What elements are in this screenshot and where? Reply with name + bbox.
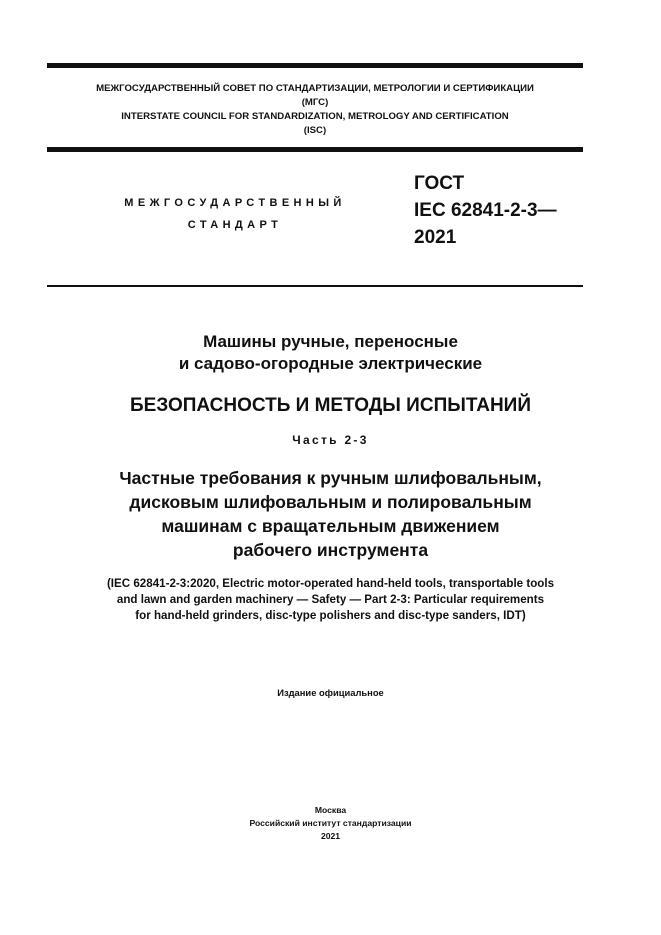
iec-reference-line3: for hand-held grinders, disc-type polishers and disc-type sanders, IDT): [135, 609, 526, 622]
council-abbr-en: (ISC): [303, 125, 327, 136]
designation-year: 2021: [414, 227, 457, 248]
imprint-publisher: Российский институт стандартизации: [249, 818, 412, 828]
standard-kind-line2: СТАНДАРТ: [187, 219, 283, 231]
council-abbr-ru: (МГС): [301, 97, 329, 108]
iec-reference: [0, 576, 661, 624]
document-title: [0, 331, 661, 375]
title-safety: БЕЗОПАСНОСТЬ И МЕТОДЫ ИСПЫТАНИЙ: [130, 395, 531, 416]
council-bottom-rule: [47, 147, 583, 152]
title-line1: Машины ручные, переносные: [203, 332, 458, 351]
standard-designation: [414, 170, 557, 251]
document-subtitle: [0, 466, 661, 562]
imprint-city: Москва: [314, 805, 347, 815]
iec-reference-line2: and lawn and garden machinery — Safety — Part 2-3: Particular requirements: [116, 593, 545, 606]
iec-reference-line1: (IEC 62841-2-3:2020, Electric motor-operated hand-held tools, transportable tools: [106, 577, 555, 590]
standard-kind: [90, 192, 380, 236]
subtitle-line3: машинам с вращательным движением: [161, 516, 500, 536]
imprint: [0, 804, 661, 843]
title-line2: и садово-огородные электрические: [178, 354, 483, 373]
title-rule: [47, 285, 583, 287]
subtitle-line1: Частные требования к ручным шлифовальным,: [119, 468, 542, 488]
designation-gost: ГОСТ: [414, 173, 465, 194]
subtitle-line2: дисковым шлифовальным и полировальным: [129, 492, 532, 512]
council-name-ru: МЕЖГОСУДАРСТВЕННЫЙ СОВЕТ ПО СТАНДАРТИЗАЦИИ, МЕТРОЛОГИИ И СЕРТИФИКАЦИИ: [96, 83, 534, 94]
designation-number: IEC 62841-2-3—: [414, 200, 557, 221]
edition-label: Издание официальное: [277, 687, 384, 698]
council-name-en: INTERSTATE COUNCIL FOR STANDARDIZATION, METROLOGY AND CERTIFICATION: [121, 111, 509, 122]
standard-kind-line1: МЕЖГОСУДАРСТВЕННЫЙ: [124, 197, 346, 209]
council-header: [47, 82, 583, 138]
part-number: Часть 2-3: [292, 433, 369, 447]
imprint-year: 2021: [320, 831, 341, 841]
top-rule: [47, 63, 583, 68]
subtitle-line4: рабочего инструмента: [232, 540, 429, 560]
